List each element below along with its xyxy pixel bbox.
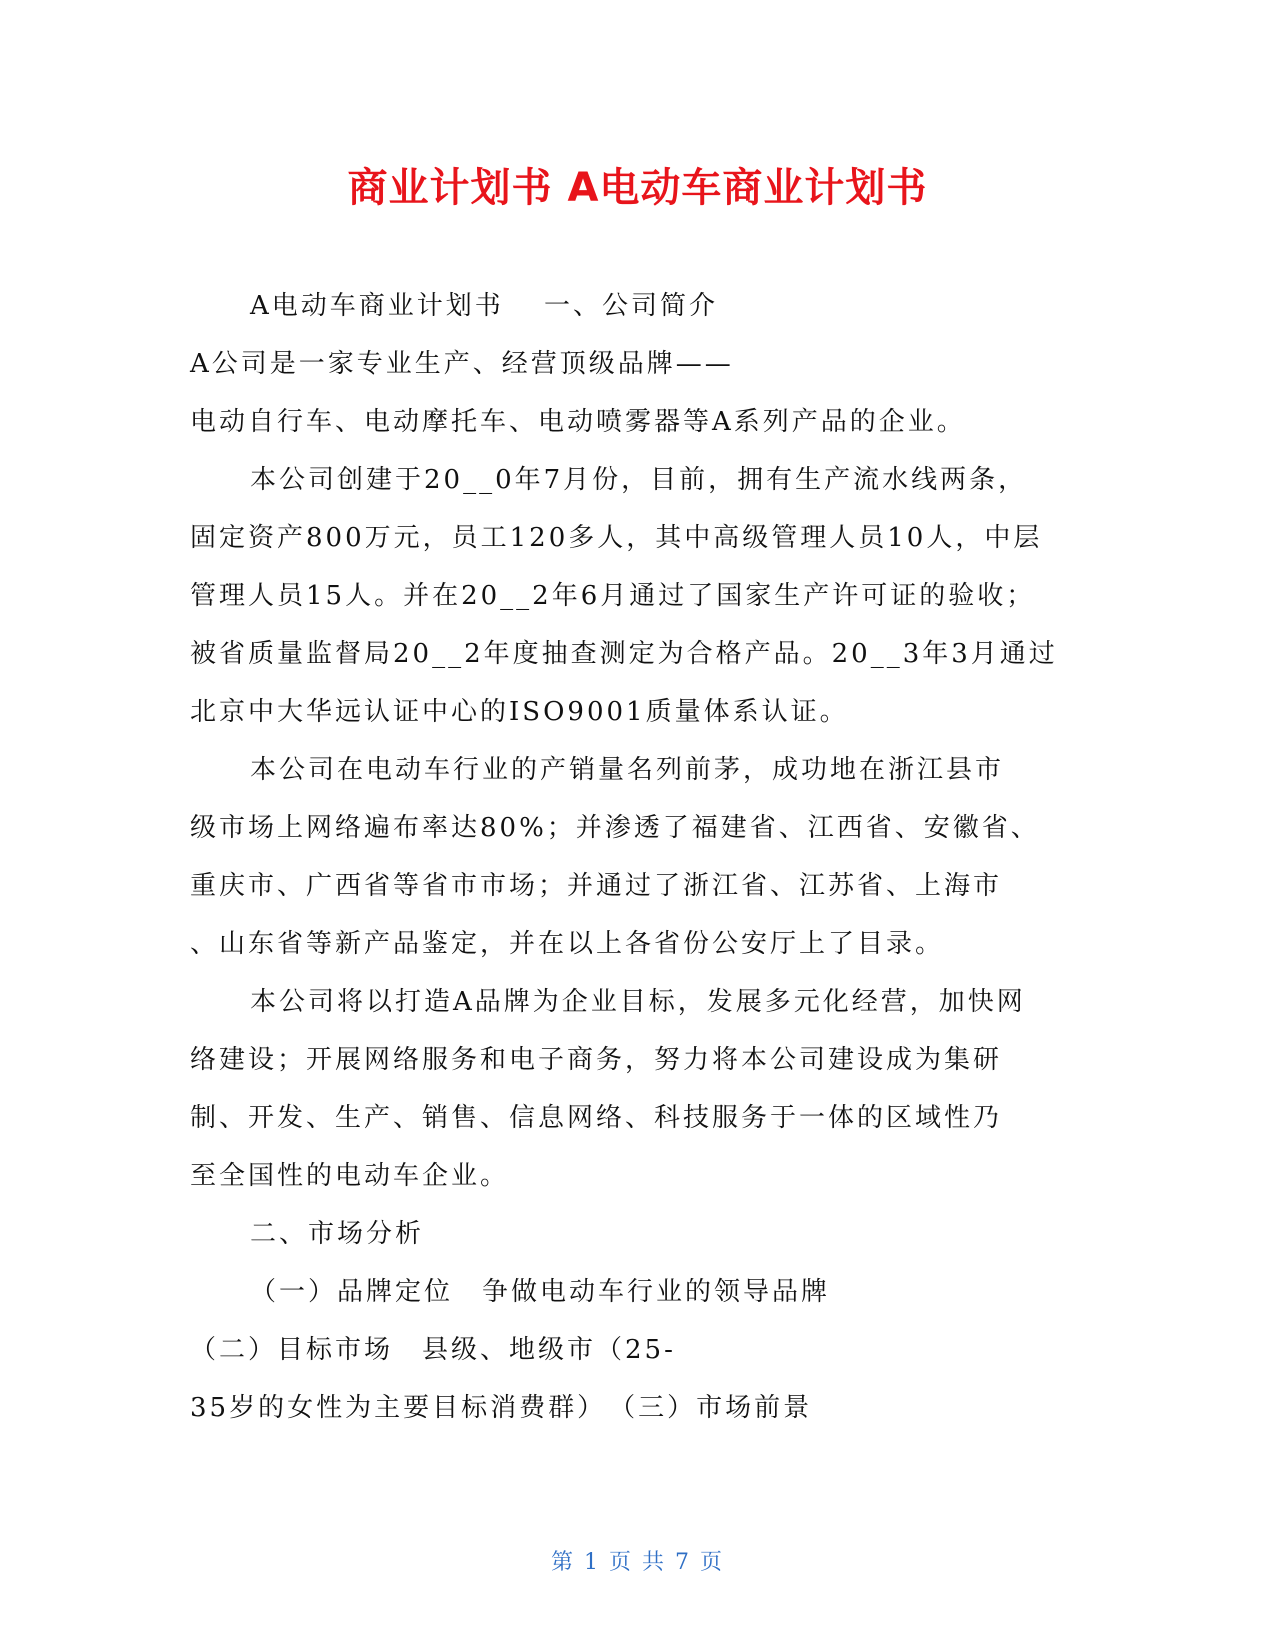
paragraph-line: A公司是一家专业生产、经营顶级品牌—— [190, 349, 734, 379]
paragraph-line: 本公司将以打造A品牌为企业目标，发展多元化经营，加快网 [250, 987, 1026, 1017]
paragraph-line: 北京中大华远认证中心的ISO9001质量体系认证。 [190, 697, 849, 727]
paragraph-line: 电动自行车、电动摩托车、电动喷雾器等A系列产品的企业。 [190, 407, 966, 437]
paragraph-line: 管理人员15人。并在20__2年6月通过了国家生产许可证的验收； [190, 581, 1036, 611]
paragraph-line: A电动车商业计划书 一、公司简介 [250, 291, 719, 321]
paragraph-line: 级市场上网络遍布率达80%；并渗透了福建省、江西省、安徽省、 [190, 813, 1040, 843]
paragraph-line: 络建设；开展网络服务和电子商务，努力将本公司建设成为集研 [190, 1045, 1003, 1075]
section-heading: 二、市场分析 [250, 1219, 425, 1249]
document-title: 商业计划书 A电动车商业计划书 [347, 165, 928, 211]
paragraph-line: （二）目标市场 县级、地级市（25- [190, 1335, 676, 1365]
paragraph-line: （一）品牌定位 争做电动车行业的领导品牌 [250, 1277, 831, 1307]
paragraph-line: 被省质量监督局20__2年度抽查测定为合格产品。20__3年3月通过 [190, 639, 1058, 669]
paragraph-line: 固定资产800万元，员工120多人，其中高级管理人员10人，中层 [190, 523, 1043, 553]
paragraph-line: 本公司在电动车行业的产销量名列前茅，成功地在浙江县市 [250, 755, 1005, 785]
page-number-footer: 第 1 页 共 7 页 [551, 1550, 724, 1575]
paragraph-line: 35岁的女性为主要目标消费群） （三）市场前景 [190, 1393, 813, 1423]
paragraph-line: 、山东省等新产品鉴定，并在以上各省份公安厅上了目录。 [190, 929, 945, 959]
paragraph-line: 至全国性的电动车企业。 [190, 1161, 510, 1191]
paragraph-line: 重庆市、广西省等省市市场；并通过了浙江省、江苏省、上海市 [190, 871, 1003, 901]
paragraph-line: 制、开发、生产、销售、信息网络、科技服务于一体的区域性乃 [190, 1103, 1003, 1133]
paragraph-line: 本公司创建于20__0年7月份，目前，拥有生产流水线两条， [250, 465, 1028, 495]
